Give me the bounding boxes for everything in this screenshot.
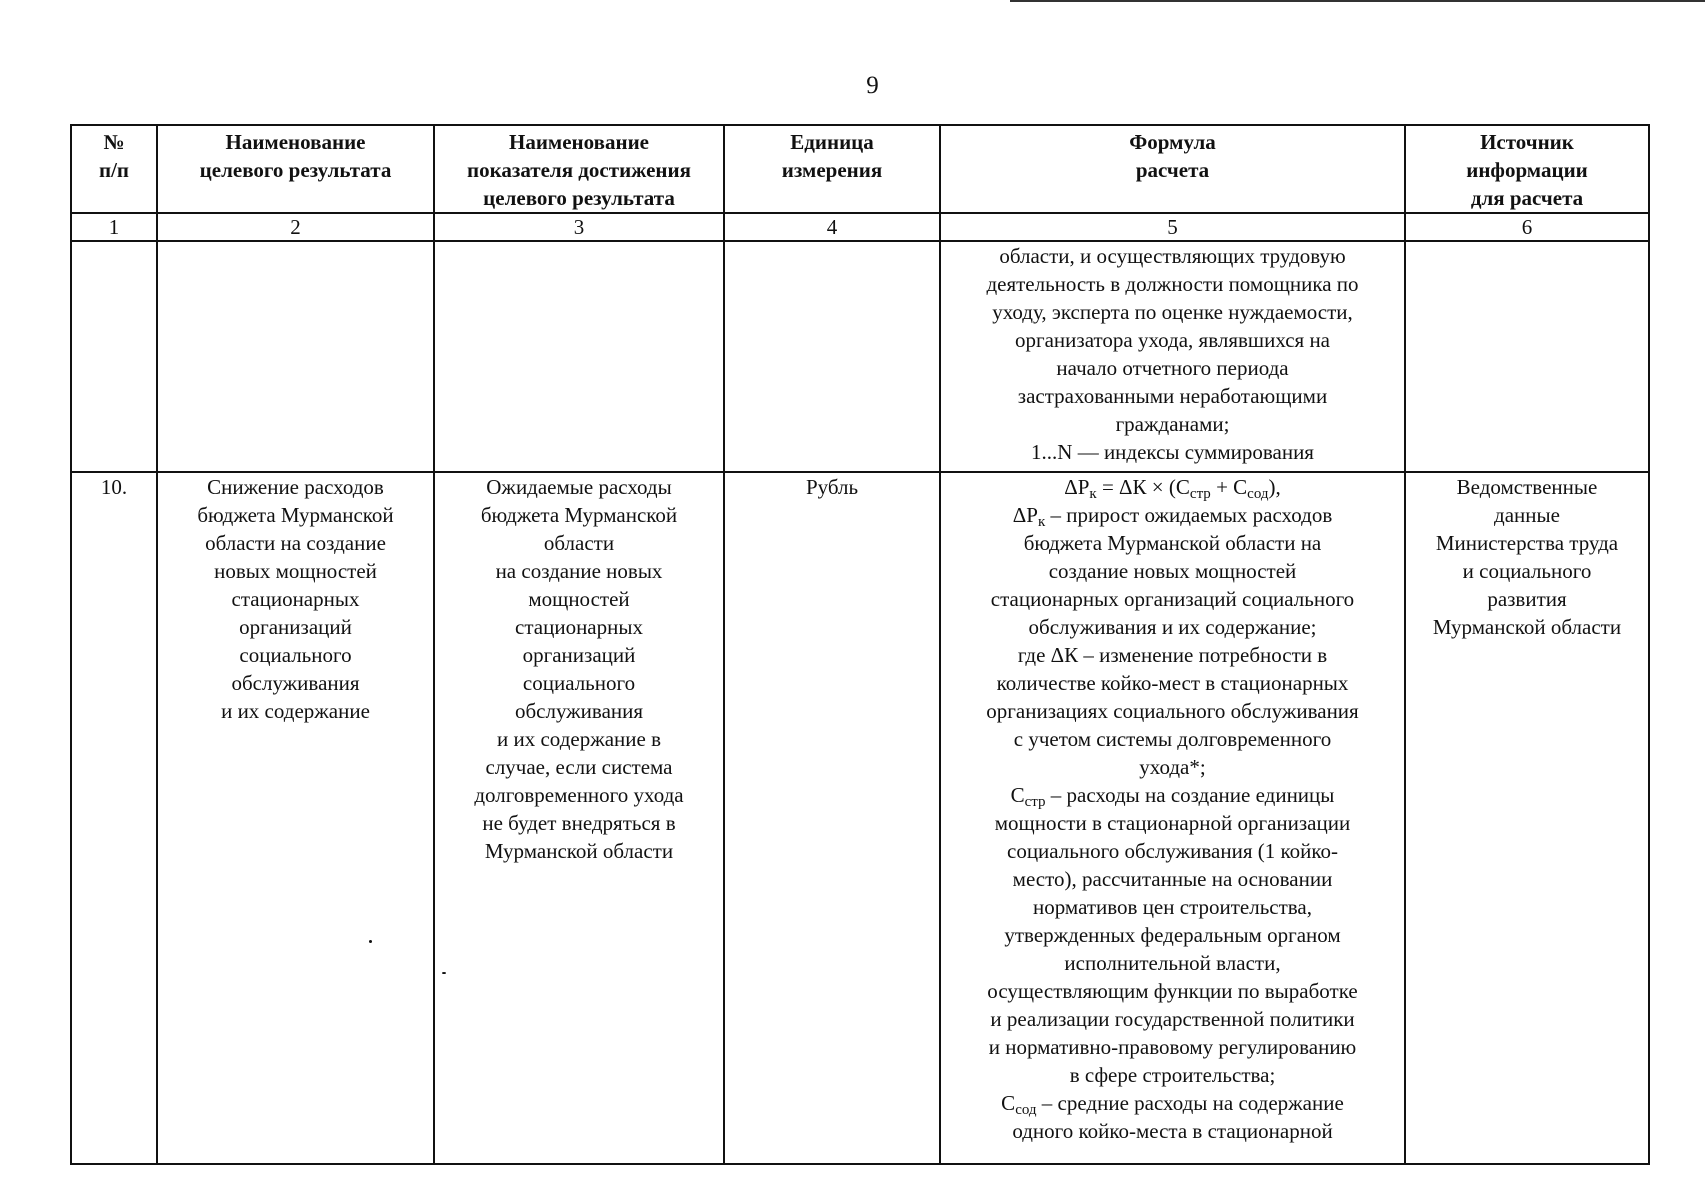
empty-cell (71, 241, 157, 472)
formula-line: $С_{стр}$ – расходы на создание единицы (1010, 783, 1335, 810)
indicators-table (70, 124, 1650, 1165)
scan-speck (369, 940, 372, 943)
top-edge-line (1010, 0, 1705, 2)
formula-line: уходу, эксперта по оценке нуждаемости, (992, 300, 1353, 324)
indicator-cell: Ожидаемые расходы бюджета Мурманской области на создание новых мощностей стационарных организаций социального обслуживания и их содержание в случае, если система долговременного ухода не будет внедряться в Мурманской области (434, 472, 724, 1164)
row-number: 10. (71, 472, 157, 1164)
formula-line: социального обслуживания (1 койко- (1007, 839, 1338, 863)
column-number: 2 (157, 213, 434, 241)
continuation-row (71, 241, 1649, 472)
scan-speck (442, 972, 446, 974)
formula-line: деятельность в должности помощника по (986, 272, 1359, 296)
header-indicator: Наименование показателя достижения целевого результата (434, 125, 724, 213)
formula-line: одного койко-места в стационарной (1012, 1119, 1333, 1143)
formula-line: место), рассчитанные на основании (1012, 867, 1333, 891)
formula-line: организатора ухода, являвшихся на (1015, 328, 1330, 352)
page-number: 9 (866, 72, 879, 99)
column-numbers-row (71, 213, 1649, 241)
table-row-10 (71, 472, 1649, 1164)
formula-line: количестве койко-мест в стационарных (996, 671, 1349, 695)
formula-equation: $\Delta Р_к = \Delta К \times (С_{стр} + С_{сод})$, (1064, 475, 1281, 502)
column-number: 6 (1405, 213, 1649, 241)
empty-cell (1405, 241, 1649, 472)
formula-line: ухода*; (1139, 755, 1206, 779)
formula-line: начало отчетного периода (1056, 356, 1289, 380)
formula-line: организациях социального обслуживания (986, 699, 1359, 723)
unit-cell: Рубль (724, 472, 940, 1164)
column-number: 4 (724, 213, 940, 241)
formula-line: обслуживания и их содержание; (1028, 615, 1317, 639)
column-number: 3 (434, 213, 724, 241)
source-cell: Ведомственные данные Министерства труда и социального развития Мурманской области (1405, 472, 1649, 1164)
formula-line: $С_{сод}$ – средние расходы на содержание (1001, 1091, 1344, 1118)
formula-line: стационарных организаций социального (990, 587, 1355, 611)
formula-line: с учетом системы долговременного (1013, 727, 1332, 751)
header-formula: Формула расчета (940, 125, 1405, 213)
formula-line: утвержденных федеральным органом (1004, 923, 1341, 947)
formula-line: мощности в стационарной организации (994, 811, 1351, 835)
formula-line: гражданами; (1115, 412, 1230, 436)
header-target-result: Наименование целевого результата (157, 125, 434, 213)
formula-line: 1...N — индексы суммирования (1031, 440, 1314, 464)
target-result-cell: Снижение расходов бюджета Мурманской области на создание новых мощностей стационарных организаций социального обслуживания и их содержание (157, 472, 434, 1164)
empty-cell (434, 241, 724, 472)
formula-cell (940, 472, 1405, 1164)
formula-line: области, и осуществляющих трудовую (999, 244, 1346, 268)
empty-cell (724, 241, 940, 472)
header-number: № п/п (71, 125, 157, 213)
formula-line: и нормативно-правовому регулированию (988, 1035, 1357, 1059)
formula-line: $\Delta Р_к$ – прирост ожидаемых расходов (1012, 503, 1333, 530)
formula-line: где ΔК – изменение потребности в (1017, 643, 1328, 667)
empty-cell (157, 241, 434, 472)
formula-line: нормативов цен строительства, (1033, 895, 1312, 919)
formula-line: в сфере строительства; (1069, 1063, 1276, 1087)
formula-line: создание новых мощностей (1048, 559, 1297, 583)
column-number: 5 (940, 213, 1405, 241)
formula-line: бюджета Мурманской области на (1023, 531, 1322, 555)
formula-line: и реализации государственной политики (990, 1007, 1355, 1031)
header-source: Источник информации для расчета (1405, 125, 1649, 213)
table-header-row (71, 125, 1649, 213)
formula-line: застрахованными неработающими (1017, 384, 1328, 408)
column-number: 1 (71, 213, 157, 241)
formula-continuation-cell (940, 241, 1405, 472)
formula-line: исполнительной власти, (1064, 951, 1281, 975)
formula-line: осуществляющим функции по выработке (987, 979, 1358, 1003)
header-unit: Единица измерения (724, 125, 940, 213)
